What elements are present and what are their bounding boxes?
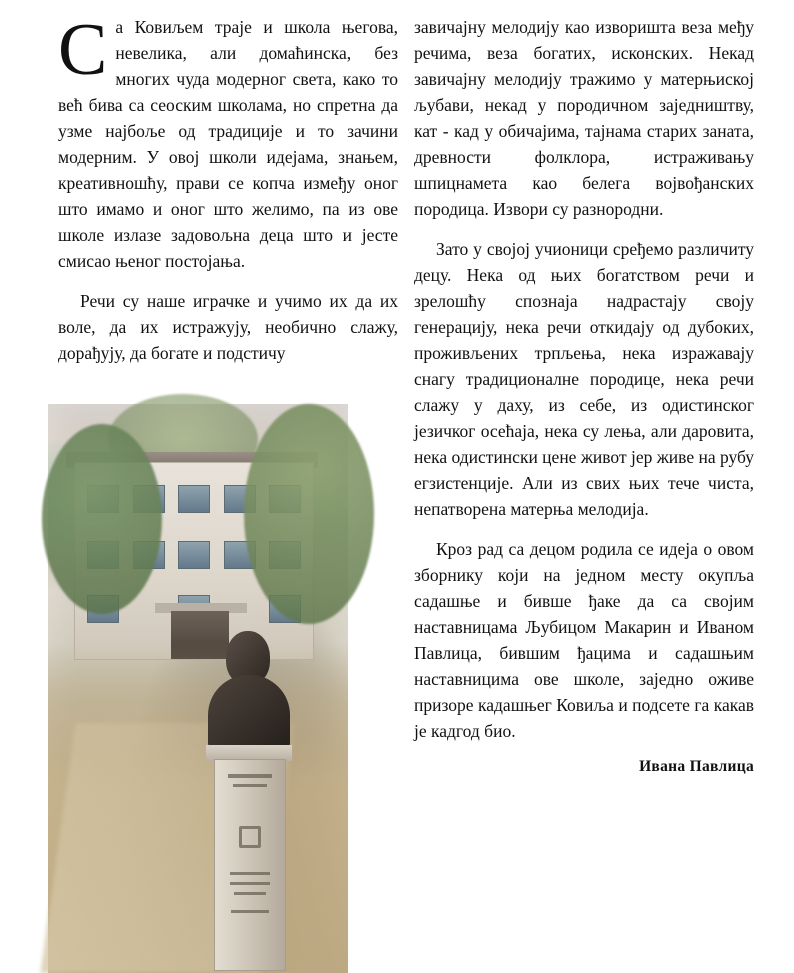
- inscription-line: [231, 910, 269, 913]
- right-paragraph-3: Кроз рад са децом родила се идеја о овом зборнику који на једном месту окупља садашње и бивше ђаке да са својим наставницама Љубицом Макарин и Иваном Павлица, бившим ђацима и садашњим наставницима ове школе, заједно оживе призоре кадашњег Ковиља и подсете га какав је кадгод био.: [414, 539, 754, 741]
- right-paragraph-1: завичајну мелодију као изворишта веза међу речима, веза богатих, исконских. Некад завичајну мелодију тражимо у матерњиској љубави, некад у породичном заједништву, кат - кад у обичајима, тајнама старих заната, древности фолклора, истраживању шпицнамета као белега војвођанских породица. Извори су разнородни.: [414, 17, 754, 219]
- school-photograph: [48, 404, 348, 973]
- lead-paragraph-text: а Ковиљем траје и школа његова, невелика, али домаћинска, без многих чуда модерног света, како то већ бива са сеоским школама, но спретна да узме најбоље од традиције и то зачини модерним. У овој школи идејама, знањем, креативношћу, прави се копча између оног што имамо и оног што желимо, па из ове школе излазе задовољна деца што и јесте смисао њеног постојања.: [58, 17, 398, 271]
- bust-monument: [198, 613, 302, 973]
- inscription-line: [234, 892, 266, 895]
- inscription-line: [230, 872, 270, 875]
- plinth: [214, 759, 286, 971]
- tree-right-icon: [244, 404, 374, 624]
- left-column: [58, 9, 398, 380]
- right-column: [414, 14, 754, 776]
- cross-icon: [239, 826, 261, 848]
- window-icon: [178, 485, 210, 513]
- left-paragraph-2: Речи су наше играчке и учимо их да их воле, да их истражују, необично слажу, дорађују, да богате и подстичу: [58, 291, 398, 363]
- drop-cap: С: [58, 9, 108, 91]
- author-signature: Ивана Павлица: [639, 758, 754, 775]
- photo-image: [48, 404, 348, 973]
- inscription-line: [233, 784, 267, 787]
- tree-left-icon: [42, 424, 162, 614]
- right-paragraph-2: Зато у својој учионици сређемо различиту децу. Нека од њих богатством речи и зрелошћу спознаја надрастају своју генерацију, нека речи откидају од дубоких, проживљених трпљења, нека изражавају снагу традиционалне породице, нека речи слажу у даху, из себе, из одистинског језичког осећаја, нека су лења, али даровита, нека одистински цене живот јер живе на рубу егзистенције. Али из свих њих тече чиста, непатворена матерња мелодија.: [414, 239, 755, 519]
- window-icon: [178, 541, 210, 569]
- inscription-line: [230, 882, 270, 885]
- bust-torso: [208, 675, 290, 749]
- lead-paragraph: [58, 9, 398, 274]
- inscription-line: [228, 774, 272, 778]
